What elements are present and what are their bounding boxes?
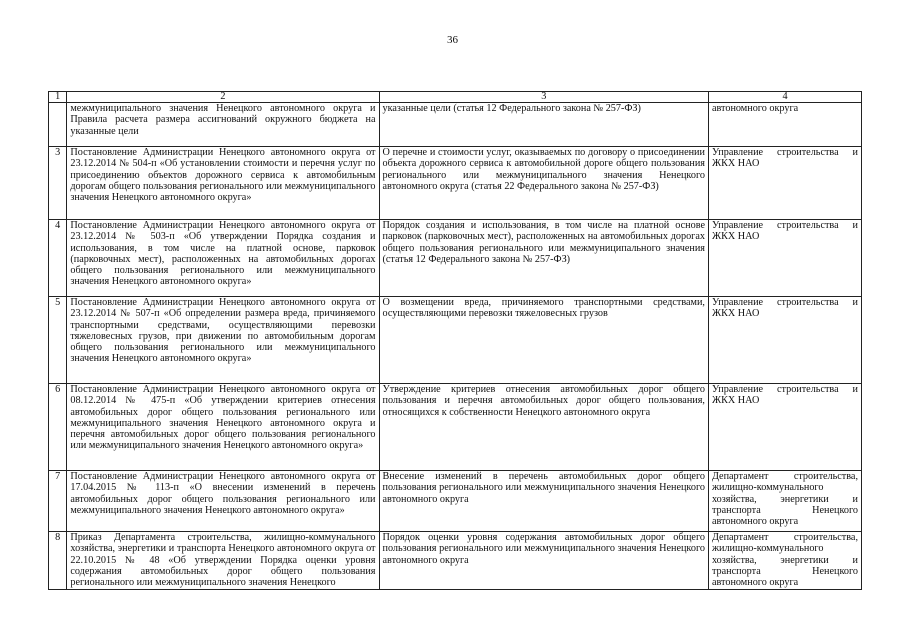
page-number: 36 <box>447 34 458 46</box>
regulation-subject: Внесение изменений в перечень автомобильных дорог общего пользования регионального или межмуниципального значения Ненецкого автономного округа <box>379 471 708 532</box>
regulation-subject: О возмещении вреда, причиняемого транспортными средствами, осуществляющими перевозки тяжеловесных грузов <box>379 297 708 384</box>
executor: Управление строительства и ЖКХ НАО <box>708 297 861 384</box>
act-title: Постановление Администрации Ненецкого автономного округа от 17.04.2015 № 113-п «О внесении изменений в перечень автомобильных дорог общего пользования регионального или межмуниципального значения Ненецкого автономного округа» <box>67 471 379 532</box>
row-number: 4 <box>49 220 67 297</box>
table-row <box>49 384 862 471</box>
regulation-subject: Порядок создания и использования, в том числе на платной основе парковок (парковочных мест), расположенных на автомобильных дорогах общего пользования регионального или межмуниципального значения (статья 12 Федерального закона № 257-ФЗ) <box>379 220 708 297</box>
act-title: Постановление Администрации Ненецкого автономного округа от 08.12.2014 № 475-п «Об утверждении критериев отнесения автомобильных дорог общего пользования регионального или межмуниципального значения Ненецкого автономного округа и перечня автомобильных дорог общего пользования регионального или межмуниципального значения Ненецкого автономного округа» <box>67 384 379 471</box>
table-header-row <box>49 92 862 103</box>
table-row <box>49 103 862 147</box>
act-title: Приказ Департамента строительства, жилищно-коммунального хозяйства, энергетики и транспорта Ненецкого автономного округа от 22.10.2015 № 48 «Об утверждении Порядка оценки уровня содержания автомобильных дорог общего пользования регионального или межмуниципального значения Ненецкого <box>67 532 379 590</box>
table-row <box>49 220 862 297</box>
row-number: 7 <box>49 471 67 532</box>
table-row <box>49 532 862 590</box>
executor: Департамент строительства, жилищно-коммунального хозяйства, энергетики и транспорта Ненецкого автономного округа <box>708 532 861 590</box>
row-number: 8 <box>49 532 67 590</box>
row-number: 3 <box>49 147 67 220</box>
column-header-3: 3 <box>379 92 708 103</box>
row-number: 5 <box>49 297 67 384</box>
act-title: Постановление Администрации Ненецкого автономного округа от 23.12.2014 № 507-п «Об определении размера вреда, причиняемого транспортными средствами, осуществляющими перевозки тяжеловесных грузов, при движении по автомобильным дорогам общего пользования регионального или межмуниципального значения Ненецкого автономного округа» <box>67 297 379 384</box>
table-row <box>49 147 862 220</box>
executor: автономного округа <box>708 103 861 147</box>
table-row <box>49 471 862 532</box>
regulation-subject: Порядок оценки уровня содержания автомобильных дорог общего пользования регионального или межмуниципального значения Ненецкого автономного округа <box>379 532 708 590</box>
regulation-subject: Утверждение критериев отнесения автомобильных дорог общего пользования и перечня автомобильных дорог общего пользования, относящихся к собственности Ненецкого автономного округа <box>379 384 708 471</box>
column-header-1: 1 <box>49 92 67 103</box>
executor: Департамент строительства, жилищно-коммунального хозяйства, энергетики и транспорта Ненецкого автономного округа <box>708 471 861 532</box>
column-header-4: 4 <box>708 92 861 103</box>
act-title: межмуниципального значения Ненецкого автономного округа и Правила расчета размера ассигнований окружного бюджета на указанные цели <box>67 103 379 147</box>
regulation-subject: указанные цели (статья 12 Федерального закона № 257-ФЗ) <box>379 103 708 147</box>
executor: Управление строительства и ЖКХ НАО <box>708 220 861 297</box>
row-number <box>49 103 67 147</box>
executor: Управление строительства и ЖКХ НАО <box>708 384 861 471</box>
column-header-2: 2 <box>67 92 379 103</box>
act-title: Постановление Администрации Ненецкого автономного округа от 23.12.2014 № 503-п «Об утверждении Порядка создания и использования, в том числе на платной основе, парковок (парковочных мест), расположенных на автомобильных дорогах общего пользования регионального или межмуниципального значения Ненецкого автономного округа» <box>67 220 379 297</box>
regulation-subject: О перечне и стоимости услуг, оказываемых по договору о присоединении объекта дорожного сервиса к автомобильной дороге общего пользования регионального или межмуниципального значения Ненецкого автономного округа (статья 22 Федерального закона № 257-ФЗ) <box>379 147 708 220</box>
row-number: 6 <box>49 384 67 471</box>
table-row <box>49 297 862 384</box>
executor: Управление строительства и ЖКХ НАО <box>708 147 861 220</box>
legal-acts-table <box>48 91 862 590</box>
act-title: Постановление Администрации Ненецкого автономного округа от 23.12.2014 № 504-п «Об установлении стоимости и перечня услуг по присоединению объектов дорожного сервиса к автомобильным дорогам общего пользования регионального или межмуниципального значения Ненецкого автономного округа» <box>67 147 379 220</box>
